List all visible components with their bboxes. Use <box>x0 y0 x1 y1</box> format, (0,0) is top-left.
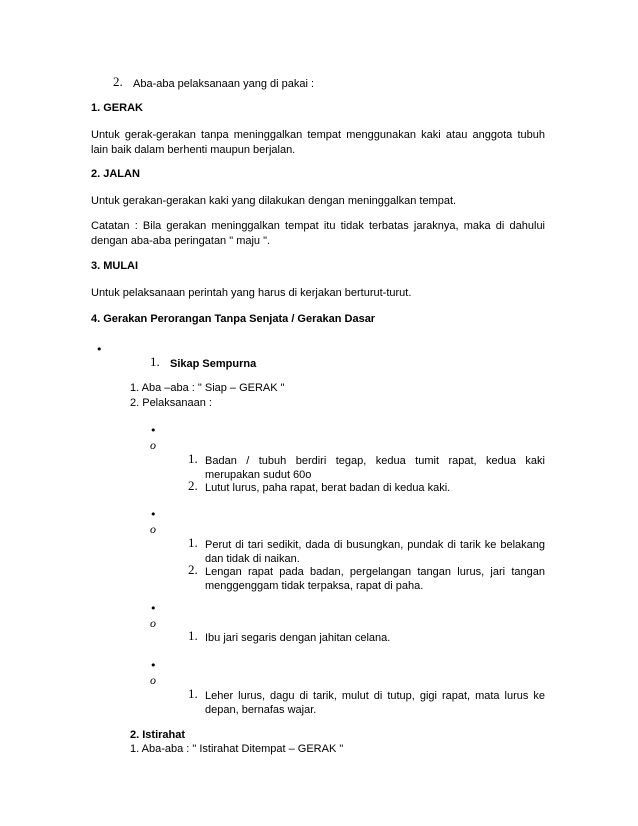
sikap-title: Sikap Sempurna <box>170 358 257 370</box>
istirahat-title: 2. Istirahat <box>130 729 186 741</box>
circle-marker: o <box>150 522 156 536</box>
intro-text: Aba-aba pelaksanaan yang di pakai : <box>133 78 315 90</box>
bullet-marker: • <box>96 343 103 356</box>
list-item-text: Perut di tari sedikit, dada di busungkan, pundak di tarik ke belakang dan tidak di naikan. <box>205 539 545 565</box>
list-item-text: Leher lurus, dagu di tarik, mulut di tutup, gigi rapat, mata lurus ke depan, bernafas wajar. <box>205 690 545 716</box>
bullet-marker: • <box>150 424 157 437</box>
list-item-number: 1. <box>188 686 198 701</box>
section-gerak-title: 1. GERAK <box>91 102 143 114</box>
section-jalan-note: Catatan : Bila gerakan meninggalkan tempat itu tidak terbatas jaraknya, maka di dahului dengan aba-aba peringatan " maju ". <box>91 220 545 247</box>
list-item-text: Lutut lurus, paha rapat, berat badan di kedua kaki. <box>205 482 451 494</box>
sikap-aba: 1. Aba –aba : " Siap – GERAK " <box>130 382 285 394</box>
list-item-text: Lengan rapat pada badan, pergelangan tangan lurus, jari tangan menggenggam tidak terpaksa, rapat di paha. <box>205 566 545 592</box>
circle-marker: o <box>150 616 156 630</box>
section-gerak-text: Untuk gerak-gerakan tanpa meninggalkan tempat menggunakan kaki atau anggota tubuh lain baik dalam berhenti maupun berjalan. <box>91 129 545 156</box>
section-mulai-text: Untuk pelaksanaan perintah yang harus di kerjakan berturut-turut. <box>91 287 412 299</box>
list-item-text: Badan / tubuh berdiri tegap, kedua tumit rapat, kedua kaki merupakan sudut 60o <box>205 455 545 481</box>
section-jalan-title: 2. JALAN <box>91 168 140 180</box>
section-mulai-title: 3. MULAI <box>91 260 139 272</box>
circle-marker: o <box>150 438 156 452</box>
list-item-number: 2. <box>188 478 198 493</box>
istirahat-aba: 1. Aba-aba : " Istirahat Ditempat – GERAK " <box>130 743 344 755</box>
list-item-number: 1. <box>188 535 198 550</box>
intro-number: 2. <box>113 74 123 89</box>
circle-marker: o <box>150 673 156 687</box>
section-perorangan-title: 4. Gerakan Perorangan Tanpa Senjata / Gerakan Dasar <box>91 313 376 325</box>
list-item-number: 1. <box>188 628 198 643</box>
bullet-marker: • <box>150 659 157 672</box>
section-jalan-text: Untuk gerakan-gerakan kaki yang dilakukan dengan meninggalkan tempat. <box>91 195 457 207</box>
bullet-marker: • <box>150 508 157 521</box>
list-item-number: 2. <box>188 562 198 577</box>
list-item-text: Ibu jari segaris dengan jahitan celana. <box>205 632 391 644</box>
bullet-marker: • <box>150 602 157 615</box>
list-item-number: 1. <box>188 451 198 466</box>
sikap-number: 1. <box>150 354 160 369</box>
sikap-pelaksanaan: 2. Pelaksanaan : <box>130 397 212 409</box>
